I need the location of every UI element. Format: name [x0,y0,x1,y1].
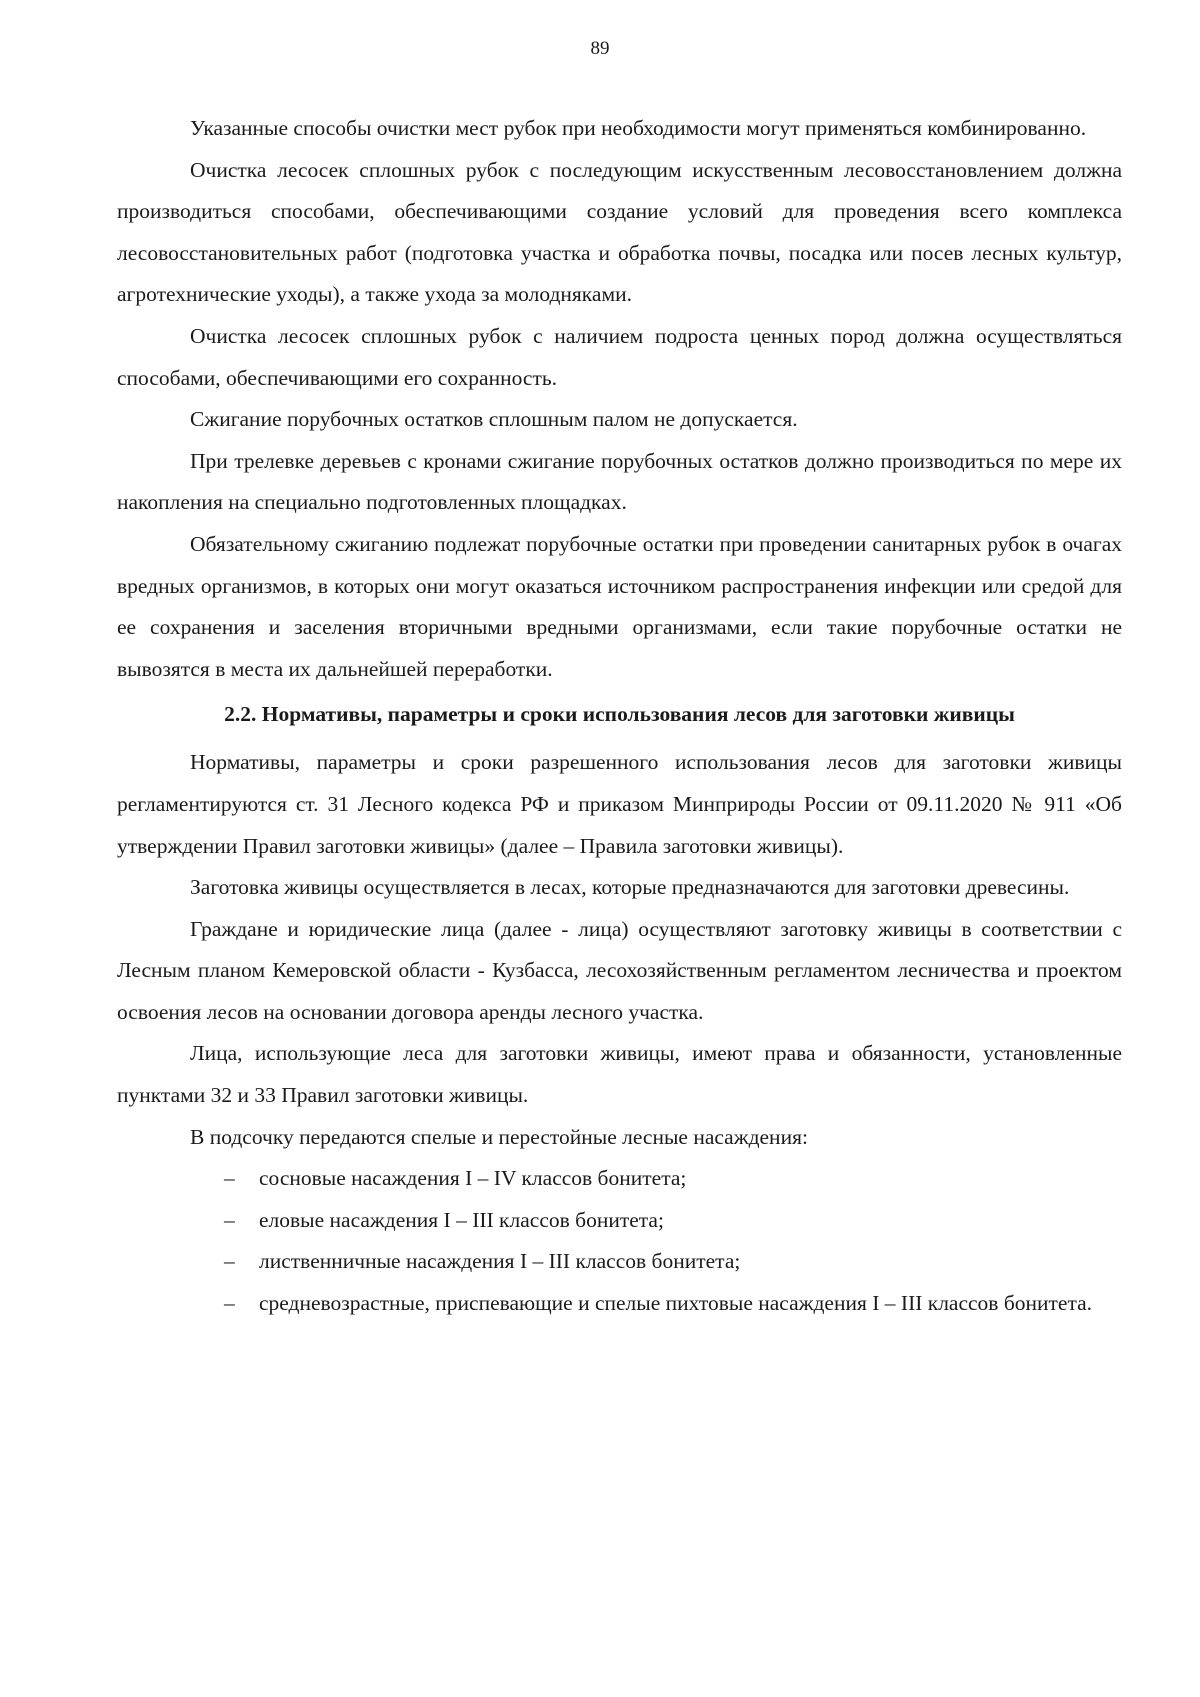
paragraph: Очистка лесосек сплошных рубок с последующим искусственным лесовосстановлением должна производиться способами, обеспечивающими создание условий для проведения всего комплекса лесовосстановительных работ (подготовка участка и обработка почвы, посадка или посев лесных культур, агротехнические уходы), а также ухода за молодняками. [117,157,1122,307]
dash-bullet: – [224,1249,235,1274]
list-item [117,1158,1122,1200]
paragraph: Обязательному сжиганию подлежат порубочные остатки при проведении санитарных рубок в очагах вредных организмов, в которых они могут оказаться источником распространения инфекции или средой для ее сохранения и заселения вторичными вредными организмами, если такие порубочные остатки не вывозятся в места их дальнейшей переработки. [117,531,1122,681]
document-body [117,108,1122,1325]
section-heading: 2.2. Нормативы, параметры и сроки использования лесов для заготовки живицы [224,702,1015,727]
list-item [117,1200,1122,1242]
list-item-text: еловые насаждения I – III классов бонитета; [259,1207,664,1232]
paragraph: Граждане и юридические лица (далее - лица) осуществляют заготовку живицы в соответствии с Лесным планом Кемеровской области - Кузбасса, лесохозяйственным регламентом лесничества и проектом освоения лесов на основании договора аренды лесного участка. [117,916,1122,1024]
paragraph: Нормативы, параметры и сроки разрешенного использования лесов для заготовки живицы регламентируются ст. 31 Лесного кодекса РФ и приказом Минприроды России от 09.11.2020 № 911 «Об утверждении Правил заготовки живицы» (далее – Правила заготовки живицы). [117,750,1122,858]
list-item [117,1283,1122,1325]
paragraph: Сжигание порубочных остатков сплошным палом не допускается. [190,407,798,432]
dash-bullet: – [224,1207,235,1232]
dash-bullet: – [224,1166,235,1191]
paragraph: При трелевке деревьев с кронами сжигание порубочных остатков должно производиться по мере их накопления на специально подготовленных площадках. [117,448,1122,515]
paragraph: Лица, использующие леса для заготовки живицы, имеют права и обязанности, установленные пунктами 32 и 33 Правил заготовки живицы. [117,1041,1122,1108]
paragraph: Очистка лесосек сплошных рубок с наличием подроста ценных пород должна осуществляться способами, обеспечивающими его сохранность. [117,323,1122,390]
paragraph: Заготовка живицы осуществляется в лесах, которые предназначаются для заготовки древесины. [190,875,1070,900]
list-item-text: сосновые насаждения I – IV классов бонитета; [259,1166,687,1191]
paragraph: В подсочку передаются спелые и перестойные лесные насаждения: [190,1124,808,1149]
list-item-text: средневозрастные, приспевающие и спелые пихтовые насаждения I – III классов бонитета. [259,1291,1093,1316]
dash-list [117,1158,1122,1324]
paragraph: Указанные способы очистки мест рубок при необходимости могут применяться комбинированно. [190,116,1087,140]
page-number: 89 [590,38,610,59]
list-item-text: лиственничные насаждения I – III классов бонитета; [259,1249,741,1274]
list-item [117,1241,1122,1283]
dash-bullet: – [224,1291,235,1316]
